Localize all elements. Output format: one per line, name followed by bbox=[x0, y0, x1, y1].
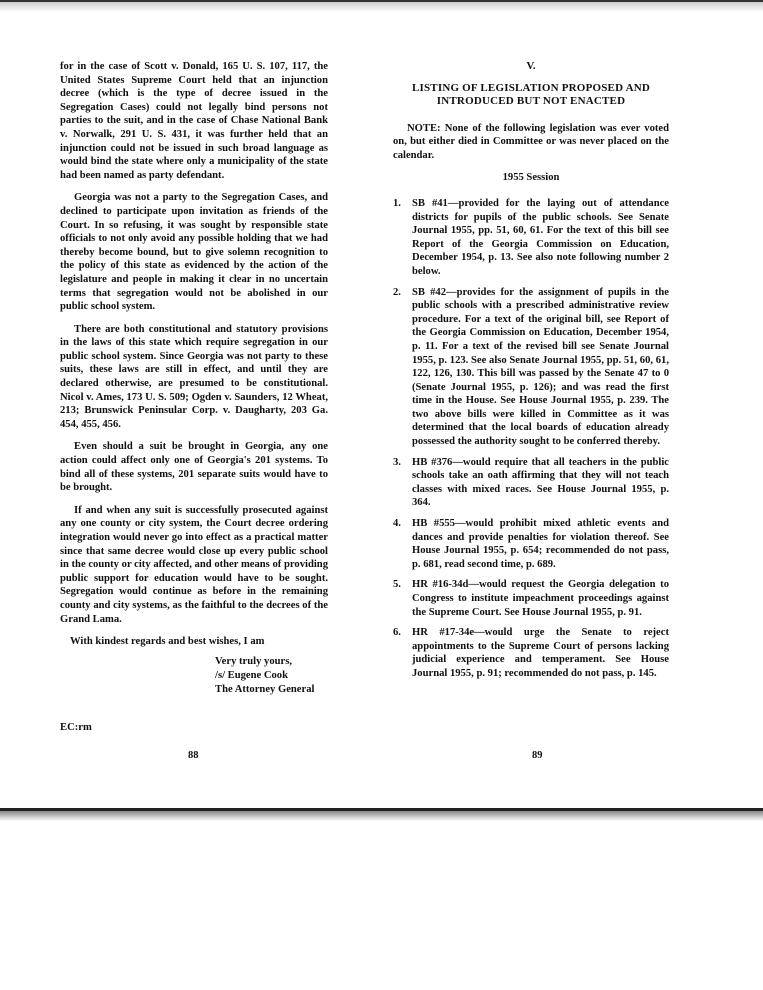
list-item bbox=[393, 286, 669, 449]
section-numeral: V. bbox=[526, 60, 536, 72]
signature-title: The Attorney General bbox=[215, 683, 315, 695]
legislation-note: NOTE: None of the following legislation was ever voted on, but either died in Committee or was never placed on the calendar. bbox=[393, 122, 669, 161]
section-heading bbox=[393, 82, 669, 108]
left-paragraph-1: for in the case of Scott v. Donald, 165 U. S. 107, 117, the United States Supreme Court held that an injunction decree (which is the type of decree issued in the Segregation Cases) could not legally bind persons not parties to the suit, and in the case of Chase National Bank v. Norwalk, 291 U. S. 431, it was further held that an injunction could not be issued in such broad language as would bind the state where only a municipality of the state had been named as party defendant. bbox=[60, 61, 328, 181]
scan-edge-bottom bbox=[0, 808, 763, 821]
item-number: 6. bbox=[393, 627, 401, 639]
item-text: HR #16-34d—would request the Georgia delegation to Congress to institute impeachment proceedings against the Supreme Court. See House Journal 1955, p. 91. bbox=[412, 579, 669, 618]
legislation-list bbox=[393, 197, 669, 681]
list-item bbox=[393, 578, 669, 619]
item-number: 3. bbox=[393, 456, 401, 468]
page-number-left: 88 bbox=[188, 750, 199, 761]
right-page-column bbox=[393, 60, 669, 688]
list-item bbox=[393, 456, 669, 510]
left-paragraph-3: There are both constitutional and statutory provisions in the laws of this state which require segregation in our public school system. Since Georgia was not party to these suits, these laws are still in effect, and until they are declared otherwise, are presumed to be constitutional. Nicol v. Ames, 173 U. S. 509; Ogden v. Saunders, 12 Wheat, 213; Brunswick Peninsular Corp. v. Daugharty, 203 Ga. 454, 455, 456. bbox=[60, 323, 328, 430]
typist-initials: EC:rm bbox=[60, 721, 92, 733]
section-heading-line-2: INTRODUCED BUT NOT ENACTED bbox=[436, 94, 626, 107]
section-heading-line-1: LISTING OF LEGISLATION PROPOSED AND bbox=[411, 81, 651, 94]
item-number: 4. bbox=[393, 518, 401, 530]
left-paragraph-2: Georgia was not a party to the Segregation Cases, and declined to participate upon invitation as friends of the Court. In so refusing, it was sought by responsible state officials to not only avoid any possible holding that we had thereby become bound, but to give solemn recognition to the policy of this state as evidenced by the action of the legislature and people in making it clear in no uncertain terms that segregation would not be abolished in our public school system. bbox=[60, 192, 328, 313]
list-item bbox=[393, 197, 669, 279]
left-paragraph-5: If and when any suit is successfully prosecuted against any one county or city system, the Court decree ordering integration would never go into effect as a practical matter since that same decree would close up every public school in the county or city affected, and other means of providing public support for education would have to be sought. Segregation would continue as before in the remaining county and city systems, as the faithful to the decrees of the Grand Lama. bbox=[60, 504, 328, 625]
item-text: HR #17-34e—would urge the Senate to reject appointments to the Supreme Court of persons lacking judicial experience and temperament. See House Journal 1955, p. 91; recommended do not pass, p. 145. bbox=[412, 627, 669, 679]
left-paragraph-4: Even should a suit be brought in Georgia, any one action could affect only one of Georgia's 201 systems. To bind all of these systems, 201 separate suits would have to be brought. bbox=[60, 441, 328, 494]
list-item bbox=[393, 517, 669, 571]
scan-edge-top bbox=[0, 0, 763, 12]
item-number: 5. bbox=[393, 579, 401, 591]
item-number: 2. bbox=[393, 286, 401, 298]
letter-signoff: With kindest regards and best wishes, I am bbox=[70, 636, 265, 648]
item-text: HB #376—would require that all teachers in the public schools take an oath affirming that they will not teach classes with mixed races. See House Journal 1955, p. 364. bbox=[412, 456, 669, 509]
list-item bbox=[393, 626, 669, 680]
signature-name: /s/ Eugene Cook bbox=[215, 669, 288, 681]
signature-block bbox=[215, 655, 328, 697]
item-text: HB #555—would prohibit mixed athletic events and dances and provide penalties for violation thereof. See House Journal 1955, p. 654; recommended do not pass, p. 681, read second time, p. 689. bbox=[412, 518, 669, 570]
item-number: 1. bbox=[393, 197, 401, 209]
item-text: SB #41—provided for the laying out of attendance districts for pupils of the public schools. See Senate Journal 1955, pp. 51, 60, 61. For the text of this bill see Report of the Georgia Commission on Education, December 1954, p. 13. See also note following number 2 below. bbox=[412, 197, 669, 277]
signature-closing: Very truly yours, bbox=[215, 655, 292, 667]
item-text: SB #42—provides for the assignment of pupils in the public schools with a prescribed administrative review procedure. For a text of the original bill, see Report of the Georgia Commission on Education, December 1954, p. 11. For a text of the revised bill see Senate Journal 1955, p. 123. See also Senate Journal 1955, pp. 51, 60, 61, 122, 126, 130. This bill was passed by the Senate 47 to 0 (Senate Journal 1955, p. 126); and was read the first time in the House. See House Journal 1955, p. 239. The two above bills were killed in Committee as it was determined that the local boards of education already possessed the authority sought to be conferred thereby. bbox=[412, 286, 669, 448]
left-page-column bbox=[60, 60, 328, 734]
page-number-right: 89 bbox=[532, 750, 543, 761]
session-title: 1955 Session bbox=[502, 172, 560, 184]
